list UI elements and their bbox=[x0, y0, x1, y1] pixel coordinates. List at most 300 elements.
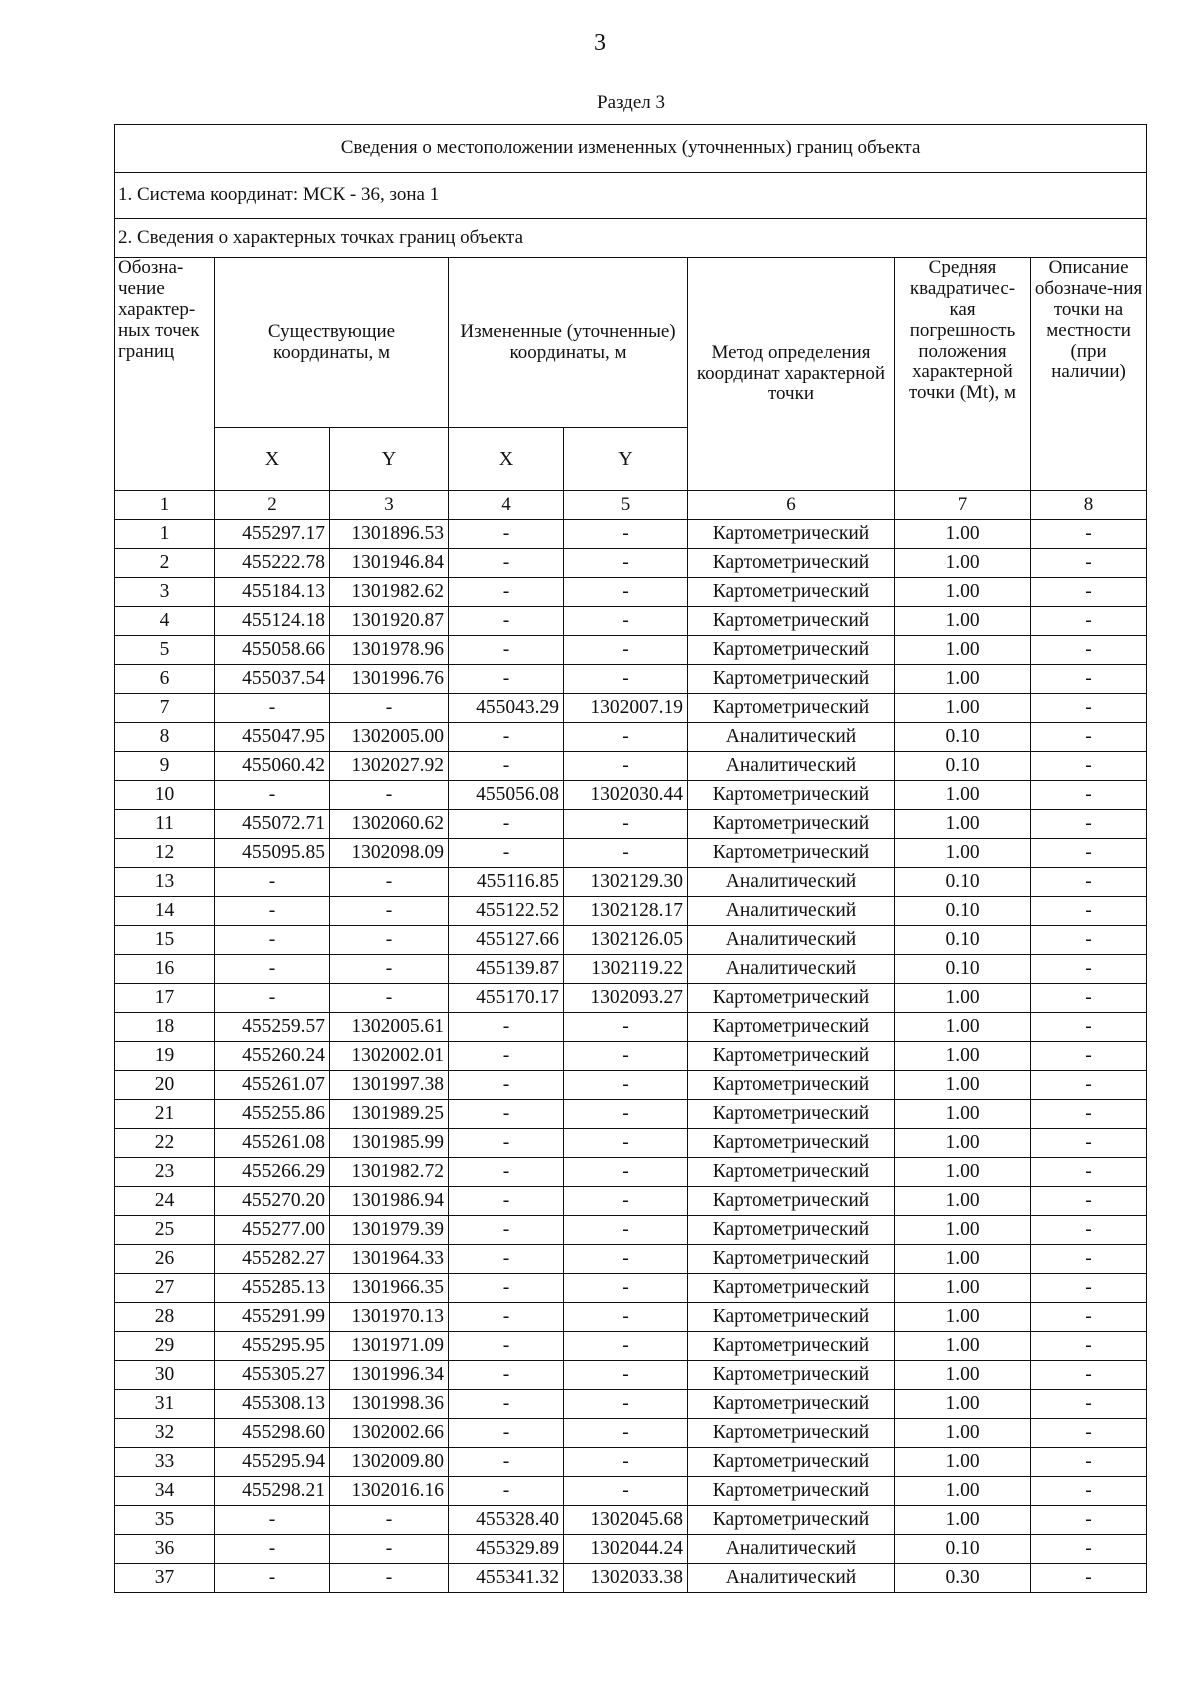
cell-point-number: 9 bbox=[115, 752, 215, 781]
cell-method: Аналитический bbox=[688, 723, 895, 752]
cell-point-number: 26 bbox=[115, 1245, 215, 1274]
cell-point-number: 3 bbox=[115, 578, 215, 607]
cell-changed-y: 1302030.44 bbox=[564, 781, 688, 810]
table-row bbox=[115, 1100, 1147, 1129]
cell-point-number: 7 bbox=[115, 694, 215, 723]
cell-point-number: 1 bbox=[115, 520, 215, 549]
cell-changed-x: - bbox=[449, 1274, 564, 1303]
cell-method: Картометрический bbox=[688, 520, 895, 549]
header-existing-x: X bbox=[215, 428, 330, 491]
points-heading-row bbox=[115, 219, 1147, 258]
table-row bbox=[115, 1042, 1147, 1071]
cell-error-mt: 1.00 bbox=[895, 607, 1031, 636]
cell-point-number: 20 bbox=[115, 1071, 215, 1100]
cell-existing-y: - bbox=[330, 694, 449, 723]
table-row bbox=[115, 549, 1147, 578]
cell-error-mt: 1.00 bbox=[895, 984, 1031, 1013]
boundary-points-table bbox=[114, 124, 1147, 1593]
cell-error-mt: 1.00 bbox=[895, 1071, 1031, 1100]
cell-error-mt: 1.00 bbox=[895, 1390, 1031, 1419]
cell-changed-y: - bbox=[564, 1158, 688, 1187]
cell-changed-x: - bbox=[449, 1158, 564, 1187]
cell-changed-y: - bbox=[564, 1129, 688, 1158]
cell-point-number: 10 bbox=[115, 781, 215, 810]
cell-changed-x: 455170.17 bbox=[449, 984, 564, 1013]
cell-changed-y: - bbox=[564, 723, 688, 752]
table-row bbox=[115, 810, 1147, 839]
cell-existing-x: 455259.57 bbox=[215, 1013, 330, 1042]
cell-changed-x: - bbox=[449, 1100, 564, 1129]
coordinate-system-row bbox=[115, 173, 1147, 219]
cell-description: - bbox=[1031, 1361, 1147, 1390]
cell-point-number: 27 bbox=[115, 1274, 215, 1303]
cell-error-mt: 1.00 bbox=[895, 1245, 1031, 1274]
cell-existing-x: 455266.29 bbox=[215, 1158, 330, 1187]
cell-point-number: 13 bbox=[115, 868, 215, 897]
cell-point-number: 31 bbox=[115, 1390, 215, 1419]
cell-existing-y: 1301996.76 bbox=[330, 665, 449, 694]
cell-changed-y: - bbox=[564, 549, 688, 578]
cell-changed-x: - bbox=[449, 1332, 564, 1361]
cell-description: - bbox=[1031, 1129, 1147, 1158]
cell-changed-y: - bbox=[564, 1042, 688, 1071]
cell-error-mt: 1.00 bbox=[895, 1448, 1031, 1477]
cell-changed-x: - bbox=[449, 636, 564, 665]
cell-description: - bbox=[1031, 1042, 1147, 1071]
cell-method: Картометрический bbox=[688, 578, 895, 607]
cell-point-number: 32 bbox=[115, 1419, 215, 1448]
cell-description: - bbox=[1031, 636, 1147, 665]
cell-existing-x: 455058.66 bbox=[215, 636, 330, 665]
table-row bbox=[115, 984, 1147, 1013]
cell-error-mt: 1.00 bbox=[895, 1129, 1031, 1158]
cell-point-number: 35 bbox=[115, 1506, 215, 1535]
cell-description: - bbox=[1031, 868, 1147, 897]
cell-existing-y: 1301896.53 bbox=[330, 520, 449, 549]
cell-description: - bbox=[1031, 1419, 1147, 1448]
cell-changed-y: - bbox=[564, 665, 688, 694]
cell-existing-y: - bbox=[330, 955, 449, 984]
cell-existing-y: 1301978.96 bbox=[330, 636, 449, 665]
cell-error-mt: 1.00 bbox=[895, 1274, 1031, 1303]
cell-changed-y: - bbox=[564, 1448, 688, 1477]
cell-point-number: 29 bbox=[115, 1332, 215, 1361]
cell-description: - bbox=[1031, 607, 1147, 636]
table-row bbox=[115, 897, 1147, 926]
cell-error-mt: 1.00 bbox=[895, 1100, 1031, 1129]
cell-error-mt: 1.00 bbox=[895, 636, 1031, 665]
cell-changed-y: 1302119.22 bbox=[564, 955, 688, 984]
cell-method: Картометрический bbox=[688, 1100, 895, 1129]
cell-existing-y: 1301946.84 bbox=[330, 549, 449, 578]
cell-changed-y: - bbox=[564, 810, 688, 839]
table-row bbox=[115, 781, 1147, 810]
cell-description: - bbox=[1031, 1100, 1147, 1129]
cell-changed-x: - bbox=[449, 607, 564, 636]
table-title-row bbox=[115, 125, 1147, 173]
cell-method: Картометрический bbox=[688, 636, 895, 665]
cell-error-mt: 1.00 bbox=[895, 1042, 1031, 1071]
cell-existing-x: - bbox=[215, 984, 330, 1013]
cell-method: Аналитический bbox=[688, 1564, 895, 1593]
cell-changed-y: - bbox=[564, 636, 688, 665]
cell-existing-y: 1301970.13 bbox=[330, 1303, 449, 1332]
cell-existing-x: - bbox=[215, 781, 330, 810]
cell-existing-y: 1302002.01 bbox=[330, 1042, 449, 1071]
cell-existing-x: 455060.42 bbox=[215, 752, 330, 781]
cell-point-number: 34 bbox=[115, 1477, 215, 1506]
cell-changed-x: 455116.85 bbox=[449, 868, 564, 897]
cell-description: - bbox=[1031, 1303, 1147, 1332]
cell-changed-y: - bbox=[564, 752, 688, 781]
table-row bbox=[115, 1274, 1147, 1303]
cell-existing-y: 1301996.34 bbox=[330, 1361, 449, 1390]
cell-existing-y: 1302005.61 bbox=[330, 1013, 449, 1042]
cell-method: Картометрический bbox=[688, 694, 895, 723]
column-number: 1 bbox=[115, 491, 215, 520]
cell-existing-x: 455072.71 bbox=[215, 810, 330, 839]
cell-point-number: 4 bbox=[115, 607, 215, 636]
cell-description: - bbox=[1031, 520, 1147, 549]
cell-description: - bbox=[1031, 984, 1147, 1013]
cell-method: Аналитический bbox=[688, 752, 895, 781]
table-row bbox=[115, 1129, 1147, 1158]
table-row bbox=[115, 1477, 1147, 1506]
table-row bbox=[115, 607, 1147, 636]
cell-changed-y: - bbox=[564, 1390, 688, 1419]
cell-existing-y: 1302009.80 bbox=[330, 1448, 449, 1477]
cell-point-number: 17 bbox=[115, 984, 215, 1013]
cell-method: Картометрический bbox=[688, 810, 895, 839]
cell-existing-y: 1301982.72 bbox=[330, 1158, 449, 1187]
cell-existing-x: 455255.86 bbox=[215, 1100, 330, 1129]
cell-error-mt: 1.00 bbox=[895, 1013, 1031, 1042]
cell-changed-x: 455056.08 bbox=[449, 781, 564, 810]
cell-existing-x: - bbox=[215, 897, 330, 926]
cell-description: - bbox=[1031, 926, 1147, 955]
cell-error-mt: 1.00 bbox=[895, 549, 1031, 578]
cell-method: Аналитический bbox=[688, 1535, 895, 1564]
cell-existing-y: - bbox=[330, 1506, 449, 1535]
cell-description: - bbox=[1031, 1477, 1147, 1506]
cell-error-mt: 1.00 bbox=[895, 1332, 1031, 1361]
cell-changed-x: - bbox=[449, 839, 564, 868]
cell-changed-y: 1302093.27 bbox=[564, 984, 688, 1013]
cell-changed-y: - bbox=[564, 578, 688, 607]
cell-description: - bbox=[1031, 1332, 1147, 1361]
cell-changed-y: - bbox=[564, 1361, 688, 1390]
cell-changed-x: - bbox=[449, 1390, 564, 1419]
cell-changed-x: - bbox=[449, 810, 564, 839]
cell-existing-x: 455261.07 bbox=[215, 1071, 330, 1100]
cell-existing-x: - bbox=[215, 955, 330, 984]
cell-changed-y: 1302033.38 bbox=[564, 1564, 688, 1593]
column-number-row bbox=[115, 491, 1147, 520]
cell-point-number: 37 bbox=[115, 1564, 215, 1593]
cell-point-number: 28 bbox=[115, 1303, 215, 1332]
cell-description: - bbox=[1031, 1216, 1147, 1245]
cell-description: - bbox=[1031, 1187, 1147, 1216]
cell-existing-x: 455298.21 bbox=[215, 1477, 330, 1506]
column-number: 4 bbox=[449, 491, 564, 520]
column-number: 3 bbox=[330, 491, 449, 520]
cell-error-mt: 1.00 bbox=[895, 1477, 1031, 1506]
header-changed-x: X bbox=[449, 428, 564, 491]
cell-method: Картометрический bbox=[688, 607, 895, 636]
cell-existing-y: 1301966.35 bbox=[330, 1274, 449, 1303]
cell-changed-y: - bbox=[564, 1477, 688, 1506]
table-row bbox=[115, 665, 1147, 694]
cell-point-number: 36 bbox=[115, 1535, 215, 1564]
cell-error-mt: 1.00 bbox=[895, 1303, 1031, 1332]
cell-existing-x: 455305.27 bbox=[215, 1361, 330, 1390]
cell-existing-y: 1301998.36 bbox=[330, 1390, 449, 1419]
cell-changed-y: - bbox=[564, 1013, 688, 1042]
table-row bbox=[115, 578, 1147, 607]
cell-existing-y: - bbox=[330, 897, 449, 926]
cell-changed-x: - bbox=[449, 578, 564, 607]
cell-existing-x: 455260.24 bbox=[215, 1042, 330, 1071]
cell-existing-x: - bbox=[215, 1564, 330, 1593]
table-row bbox=[115, 1216, 1147, 1245]
column-number: 6 bbox=[688, 491, 895, 520]
cell-existing-x: 455295.95 bbox=[215, 1332, 330, 1361]
cell-description: - bbox=[1031, 665, 1147, 694]
cell-method: Картометрический bbox=[688, 1042, 895, 1071]
cell-changed-y: - bbox=[564, 1187, 688, 1216]
cell-changed-x: 455329.89 bbox=[449, 1535, 564, 1564]
cell-existing-x: 455298.60 bbox=[215, 1419, 330, 1448]
cell-point-number: 30 bbox=[115, 1361, 215, 1390]
cell-existing-y: 1302060.62 bbox=[330, 810, 449, 839]
table-row bbox=[115, 1419, 1147, 1448]
column-number: 2 bbox=[215, 491, 330, 520]
header-existing-coords: Существующие координаты, м bbox=[215, 258, 449, 428]
cell-changed-y: - bbox=[564, 1100, 688, 1129]
cell-changed-y: 1302128.17 bbox=[564, 897, 688, 926]
header-row-main bbox=[115, 258, 1147, 428]
cell-point-number: 2 bbox=[115, 549, 215, 578]
page-number: 3 bbox=[594, 30, 606, 56]
cell-existing-x: 455184.13 bbox=[215, 578, 330, 607]
cell-existing-y: 1301986.94 bbox=[330, 1187, 449, 1216]
header-changed-coords: Измененные (уточненные) координаты, м bbox=[449, 258, 688, 428]
cell-method: Аналитический bbox=[688, 955, 895, 984]
cell-changed-y: - bbox=[564, 1071, 688, 1100]
cell-error-mt: 1.00 bbox=[895, 781, 1031, 810]
cell-changed-x: - bbox=[449, 1303, 564, 1332]
cell-existing-y: - bbox=[330, 926, 449, 955]
cell-changed-x: - bbox=[449, 1187, 564, 1216]
header-method: Метод определения координат характерной точки bbox=[688, 258, 895, 491]
coordinate-system: 1. Система координат: МСК - 36, зона 1 bbox=[115, 173, 1147, 219]
points-heading: 2. Сведения о характерных точках границ объекта bbox=[115, 219, 1147, 258]
table-row bbox=[115, 1187, 1147, 1216]
cell-method: Картометрический bbox=[688, 1477, 895, 1506]
table-title: Сведения о местоположении измененных (уточненных) границ объекта bbox=[115, 125, 1147, 173]
cell-method: Аналитический bbox=[688, 868, 895, 897]
cell-existing-x: - bbox=[215, 1506, 330, 1535]
cell-changed-x: - bbox=[449, 665, 564, 694]
cell-existing-y: 1301971.09 bbox=[330, 1332, 449, 1361]
cell-method: Картометрический bbox=[688, 1013, 895, 1042]
cell-method: Картометрический bbox=[688, 1245, 895, 1274]
cell-point-number: 16 bbox=[115, 955, 215, 984]
cell-changed-y: 1302126.05 bbox=[564, 926, 688, 955]
cell-point-number: 12 bbox=[115, 839, 215, 868]
cell-changed-y: - bbox=[564, 520, 688, 549]
table-row bbox=[115, 1013, 1147, 1042]
cell-point-number: 18 bbox=[115, 1013, 215, 1042]
cell-description: - bbox=[1031, 1013, 1147, 1042]
cell-existing-y: 1302002.66 bbox=[330, 1419, 449, 1448]
cell-description: - bbox=[1031, 955, 1147, 984]
cell-description: - bbox=[1031, 1274, 1147, 1303]
cell-existing-x: 455095.85 bbox=[215, 839, 330, 868]
cell-error-mt: 1.00 bbox=[895, 1158, 1031, 1187]
cell-point-number: 8 bbox=[115, 723, 215, 752]
cell-changed-x: - bbox=[449, 1013, 564, 1042]
cell-error-mt: 0.10 bbox=[895, 723, 1031, 752]
cell-existing-x: 455285.13 bbox=[215, 1274, 330, 1303]
cell-changed-x: - bbox=[449, 1042, 564, 1071]
cell-changed-x: - bbox=[449, 1477, 564, 1506]
cell-point-number: 22 bbox=[115, 1129, 215, 1158]
cell-error-mt: 1.00 bbox=[895, 1419, 1031, 1448]
cell-existing-y: 1302027.92 bbox=[330, 752, 449, 781]
cell-description: - bbox=[1031, 810, 1147, 839]
cell-description: - bbox=[1031, 578, 1147, 607]
cell-changed-x: - bbox=[449, 1361, 564, 1390]
cell-description: - bbox=[1031, 752, 1147, 781]
cell-method: Картометрический bbox=[688, 665, 895, 694]
cell-existing-x: - bbox=[215, 868, 330, 897]
column-number: 8 bbox=[1031, 491, 1147, 520]
table-row bbox=[115, 1361, 1147, 1390]
cell-existing-y: 1302005.00 bbox=[330, 723, 449, 752]
cell-existing-x: 455222.78 bbox=[215, 549, 330, 578]
cell-existing-x: - bbox=[215, 926, 330, 955]
cell-point-number: 11 bbox=[115, 810, 215, 839]
cell-changed-y: 1302044.24 bbox=[564, 1535, 688, 1564]
cell-error-mt: 1.00 bbox=[895, 520, 1031, 549]
cell-error-mt: 1.00 bbox=[895, 665, 1031, 694]
cell-changed-x: 455043.29 bbox=[449, 694, 564, 723]
cell-changed-x: 455328.40 bbox=[449, 1506, 564, 1535]
cell-point-number: 24 bbox=[115, 1187, 215, 1216]
cell-error-mt: 0.10 bbox=[895, 868, 1031, 897]
cell-error-mt: 0.10 bbox=[895, 897, 1031, 926]
cell-description: - bbox=[1031, 1071, 1147, 1100]
header-designation: Обозна-чение характер-ных точек границ bbox=[115, 258, 215, 491]
cell-error-mt: 0.10 bbox=[895, 926, 1031, 955]
cell-changed-y: - bbox=[564, 1274, 688, 1303]
cell-changed-x: 455341.32 bbox=[449, 1564, 564, 1593]
cell-method: Картометрический bbox=[688, 1506, 895, 1535]
cell-method: Картометрический bbox=[688, 1419, 895, 1448]
cell-description: - bbox=[1031, 839, 1147, 868]
cell-error-mt: 1.00 bbox=[895, 839, 1031, 868]
cell-changed-x: - bbox=[449, 723, 564, 752]
table-row bbox=[115, 1245, 1147, 1274]
table-row bbox=[115, 1564, 1147, 1593]
cell-point-number: 23 bbox=[115, 1158, 215, 1187]
header-description: Описание обозначе-ния точки на местности (при наличии) bbox=[1031, 258, 1147, 491]
header-existing-y: Y bbox=[330, 428, 449, 491]
cell-method: Картометрический bbox=[688, 1332, 895, 1361]
cell-description: - bbox=[1031, 549, 1147, 578]
table-row bbox=[115, 926, 1147, 955]
cell-method: Аналитический bbox=[688, 926, 895, 955]
table-row bbox=[115, 1158, 1147, 1187]
cell-method: Картометрический bbox=[688, 1071, 895, 1100]
cell-existing-y: 1302098.09 bbox=[330, 839, 449, 868]
cell-error-mt: 1.00 bbox=[895, 1187, 1031, 1216]
cell-existing-y: - bbox=[330, 1535, 449, 1564]
cell-method: Картометрический bbox=[688, 839, 895, 868]
cell-method: Картометрический bbox=[688, 1158, 895, 1187]
cell-existing-y: 1301964.33 bbox=[330, 1245, 449, 1274]
cell-changed-y: - bbox=[564, 1332, 688, 1361]
cell-changed-x: - bbox=[449, 1216, 564, 1245]
cell-existing-x: - bbox=[215, 1535, 330, 1564]
cell-description: - bbox=[1031, 1506, 1147, 1535]
column-number: 5 bbox=[564, 491, 688, 520]
cell-error-mt: 1.00 bbox=[895, 1361, 1031, 1390]
cell-changed-y: 1302045.68 bbox=[564, 1506, 688, 1535]
cell-existing-y: - bbox=[330, 781, 449, 810]
cell-changed-x: - bbox=[449, 1448, 564, 1477]
cell-error-mt: 0.30 bbox=[895, 1564, 1031, 1593]
cell-changed-y: - bbox=[564, 1303, 688, 1332]
table-row bbox=[115, 955, 1147, 984]
cell-existing-y: - bbox=[330, 984, 449, 1013]
cell-existing-x: - bbox=[215, 694, 330, 723]
cell-error-mt: 1.00 bbox=[895, 810, 1031, 839]
cell-point-number: 15 bbox=[115, 926, 215, 955]
cell-method: Картометрический bbox=[688, 1361, 895, 1390]
cell-changed-x: - bbox=[449, 1245, 564, 1274]
cell-point-number: 25 bbox=[115, 1216, 215, 1245]
table-row bbox=[115, 868, 1147, 897]
cell-existing-y: 1301979.39 bbox=[330, 1216, 449, 1245]
cell-existing-y: 1301920.87 bbox=[330, 607, 449, 636]
table-row bbox=[115, 694, 1147, 723]
cell-existing-y: - bbox=[330, 1564, 449, 1593]
table-row bbox=[115, 636, 1147, 665]
cell-changed-x: - bbox=[449, 1129, 564, 1158]
section-label: Раздел 3 bbox=[597, 92, 665, 113]
cell-existing-x: 455297.17 bbox=[215, 520, 330, 549]
cell-changed-y: - bbox=[564, 1245, 688, 1274]
table-row bbox=[115, 1535, 1147, 1564]
table-row bbox=[115, 1303, 1147, 1332]
header-error: Средняя квадратичес-кая погрешность положения характерной точки (Mt), м bbox=[895, 258, 1031, 491]
table-row bbox=[115, 723, 1147, 752]
cell-changed-y: - bbox=[564, 607, 688, 636]
cell-description: - bbox=[1031, 1448, 1147, 1477]
cell-changed-x: - bbox=[449, 520, 564, 549]
table-row bbox=[115, 1390, 1147, 1419]
cell-existing-y: 1302016.16 bbox=[330, 1477, 449, 1506]
cell-existing-x: 455308.13 bbox=[215, 1390, 330, 1419]
cell-method: Картометрический bbox=[688, 1187, 895, 1216]
cell-method: Аналитический bbox=[688, 897, 895, 926]
cell-changed-y: - bbox=[564, 839, 688, 868]
cell-existing-x: 455124.18 bbox=[215, 607, 330, 636]
cell-existing-x: 455277.00 bbox=[215, 1216, 330, 1245]
cell-changed-x: - bbox=[449, 1419, 564, 1448]
